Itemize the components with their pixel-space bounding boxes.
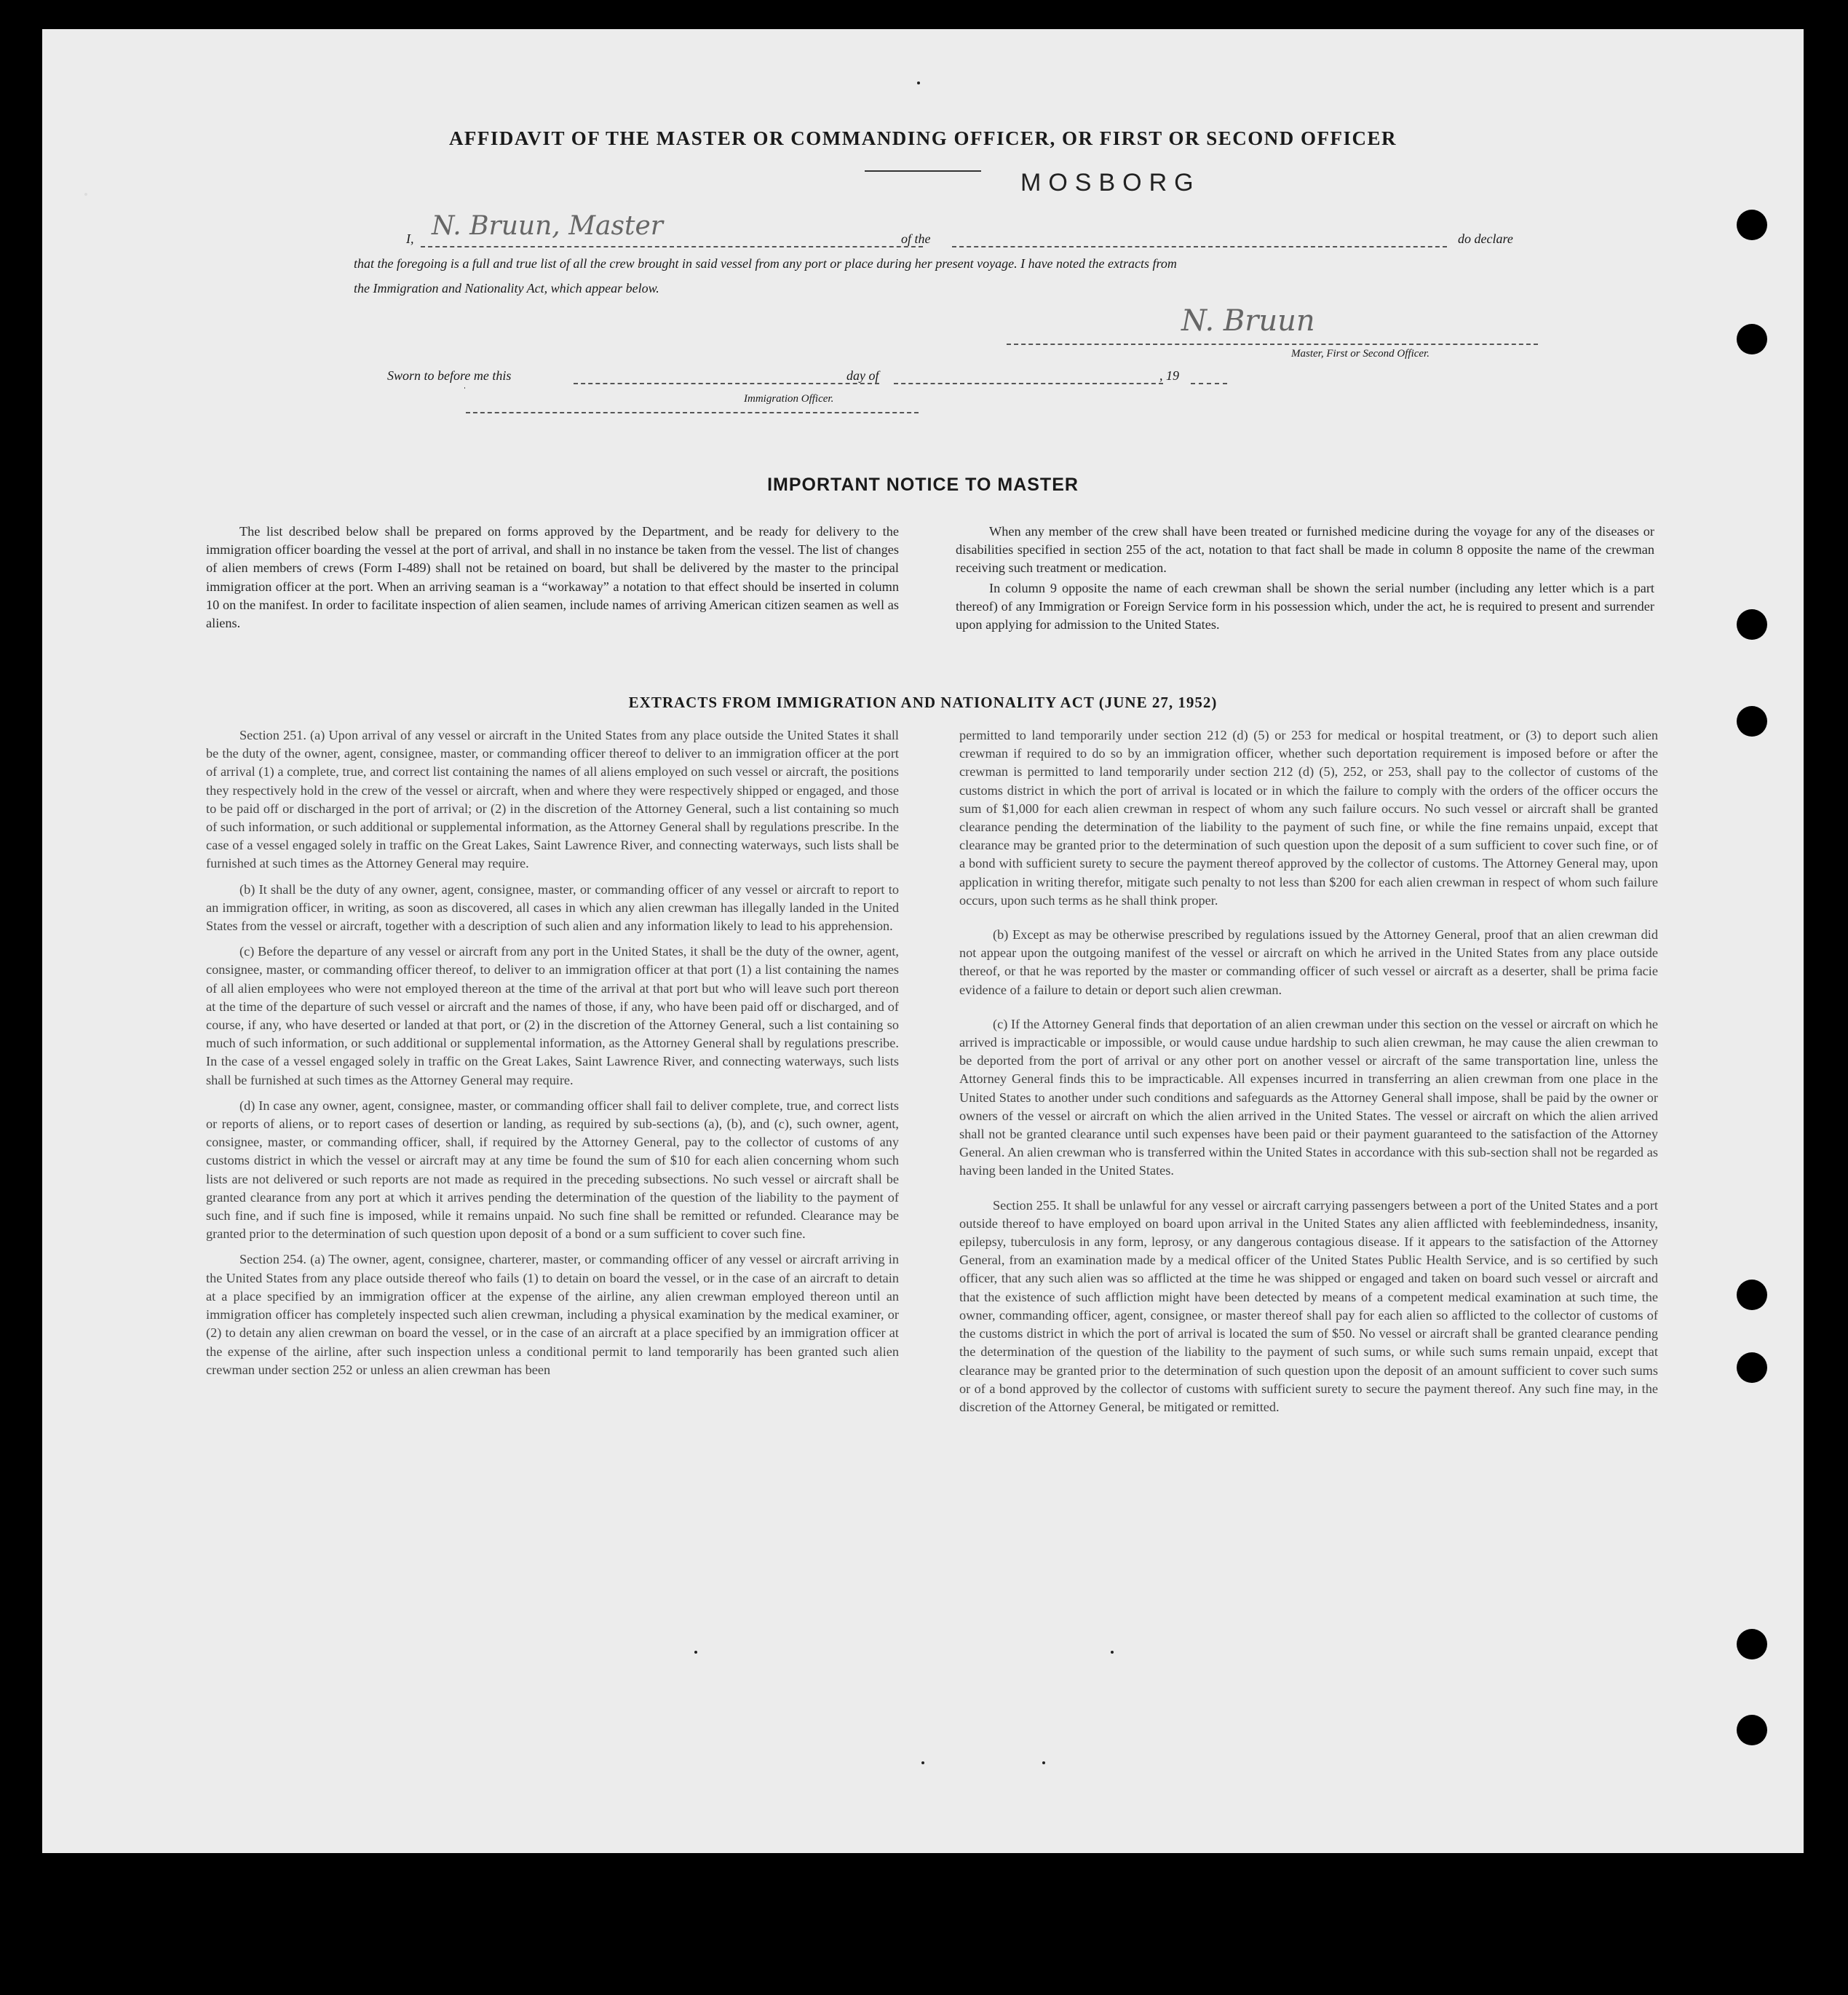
year-label: , 19 xyxy=(1159,368,1179,383)
binder-hole xyxy=(1737,1352,1767,1383)
declaration-line-2: the Immigration and Nationality Act, which appear below. xyxy=(354,281,659,296)
notice-right-paragraph-1: When any member of the crew shall have been treated or furnished medicine during the voyage for any of the diseases or disabilities specified in section 255 of the act, notation to that fact shall be made in column 8 opposite the name of the crewman receiving such treatment or medication. xyxy=(956,524,1654,576)
sworn-day-line xyxy=(574,383,879,384)
section-254-b: (b) Except as may be otherwise prescribed by regulations issued by the Attorney General, proof that an alien crewman did not appear upon the outgoing manifest of the vessel or aircraft on which he arrived in the United States from any place outside thereof, or that he was reported by the master or commanding officer of such vessel or aircraft as a deserter, shall be prima facie evidence of a failure to detain or deport such alien crewman. xyxy=(959,927,1658,997)
signer-handwritten: N. Bruun, Master xyxy=(432,211,663,241)
officer-signature-line xyxy=(466,412,919,413)
signer-line xyxy=(421,246,923,247)
binder-hole xyxy=(1737,324,1767,354)
signature-caption: Master, First or Second Officer. xyxy=(1291,348,1429,360)
binder-hole xyxy=(1737,210,1767,240)
section-251-d: (d) In case any owner, agent, consignee, master, or commanding officer shall fail to deliver complete, true, and correct lists or reports of aliens, or to report cases of desertion or landing, as required by sub-sections (a), (b), and (c), such owner, agent, consignee, master, or commanding officer, shall, if required by the Attorney General, pay to the collector of customs of any customs district in which the vessel or aircraft may at any time be found the sum of $10 for each alien concerning whom such lists are not delivered or such reports are not made as required in the preceding subsections. No such vessel or aircraft shall be granted clearance from any port at which it arrives pending the determination of the question of the liability to the payment of such fine, and if such fine is imposed, while it remains unpaid. No such fine shall be remitted or refunded. Clearance may be granted prior to the determination of such question upon deposit of a bond or a sum sufficient to cover such fine. xyxy=(206,1098,899,1242)
notice-left-paragraph: The list described below shall be prepared on forms approved by the Department, and be ready for delivery to the immigration officer boarding the vessel at the port of arrival, and shall in no instance be taken from the vessel. The list of changes of alien members of crews (Form I-489) shall not be retained on board, but shall be delivered by the master to the principal immigration officer at the port. When an arriving seaman is a “workaway” a notation to that effect should be inserted in column 10 on the manifest. In order to facilitate inspection of alien seamen, include names of arriving American citizen seamen as well as aliens. xyxy=(206,524,899,631)
i-label: I, xyxy=(406,231,414,246)
section-254-a: Section 254. (a) The owner, agent, consignee, charterer, master, or commanding officer of any vessel or aircraft arriving in the United States from any place outside thereof who fails (1) to detain on board the vessel, or in the case of an aircraft to detain at a place specified by an immigration officer at the expense of the airline, any alien crewman employed thereon until an immigration officer has completely inspected such alien crewman, including a physical examination by the medical examiner, or (2) to detain any alien crewman on board the vessel, or in the case of an aircraft at a place specified by an immigration officer at the expense of the airline, after such inspection unless a conditional permit to land temporarily has been granted such alien crewman under section 252 or unless an alien crewman has been xyxy=(206,1252,899,1377)
extracts-left-column xyxy=(206,726,899,1387)
extracts-title: EXTRACTS FROM IMMIGRATION AND NATIONALITY ACT (JUNE 27, 1952) xyxy=(628,694,1218,711)
extracts-right-column xyxy=(959,726,1658,1424)
title-rule xyxy=(865,170,981,172)
binder-hole xyxy=(1737,1629,1767,1659)
signature-line xyxy=(1007,344,1538,345)
day-of-label: day of xyxy=(846,368,879,383)
section-254-a-continued: permitted to land temporarily under section 212 (d) (5) or 253 for medical or hospital treatment, or (3) to deport such alien crewman if required to do so by an immigration officer, whether such deportation requirement is imposed before or after the crewman is permitted to land temporarily under section 212 (d) (5), 252, or 253, shall pay to the collector of customs of the customs district in which the port of arrival is located or in which the failure to comply with the orders of the officer occurs the sum of $1,000 for each alien crewman in respect of whom any such failure occurs. No such vessel or aircraft shall be granted clearance pending the determination of the liability to the payment of such fine, or while the fine remains unpaid, except that clearance may be granted prior to the determination of such question upon the deposit of a sum sufficient to cover such fine, or of a bond with sufficient surety to secure the payment thereof approved by the collector of customs. The Attorney General may, upon application in writing therefor, mitigate such penalty to not less than $200 for each alien crewman in respect of whom such failure occurs, upon such terms as he shall think proper. xyxy=(959,728,1658,908)
section-254-c: (c) If the Attorney General finds that deportation of an alien crewman under this section on the vessel or aircraft on which he arrived is impracticable or impossible, or would cause undue hardship to such alien crewman, he may cause the alien crewman to be deported from the port of arrival or any other port on another vessel or aircraft of the same transportation line, unless the Attorney General finds this to be impracticable. All expenses incurred in transferring an alien crewman from one place in the United States to another under such conditions and safeguards as the Attorney General shall impose, shall be paid by the owner or owners of the vessel or aircraft on which the alien arrived in the United States. The vessel or aircraft on which the alien arrived shall not be granted clearance until such expenses have been paid or their payment guaranteed to the satisfaction of the Attorney General. An alien crewman who is transferred within the United States in accordance with this sub-section shall not be regarded as having been landed in the United States. xyxy=(959,1016,1658,1178)
sworn-month-line xyxy=(894,383,1163,384)
notice-left-column xyxy=(206,523,899,640)
speck xyxy=(694,1651,697,1654)
binder-hole xyxy=(1737,609,1767,640)
notice-title: IMPORTANT NOTICE TO MASTER xyxy=(767,475,1079,495)
binder-hole xyxy=(1737,1715,1767,1745)
sworn-label: Sworn to before me this xyxy=(387,368,512,383)
notice-right-column xyxy=(956,523,1654,641)
speck xyxy=(917,82,920,84)
section-251-a: Section 251. (a) Upon arrival of any vessel or aircraft in the United States from any place outside the United States it shall be the duty of the owner, agent, consignee, master, or commanding officer thereof to deliver to an immigration officer at the port of arrival (1) a complete, true, and correct list containing the names of all aliens employed on such vessel or aircraft, the positions they respectively hold in the crew of the vessel or aircraft, when and where they were respectively shipped or engaged, and those to be paid off or discharged in the port of arrival; or (2) in the discretion of the Attorney General, such a list containing so much of such information, or such additional or supplemental information, as the Attorney General shall by regulations prescribe. In the case of a vessel engaged solely in traffic on the Great Lakes, Saint Lawrence River, and connecting waterways, such lists shall be furnished at such times as the Attorney General may require. xyxy=(206,728,899,871)
binder-hole xyxy=(1737,1280,1767,1310)
section-251-b: (b) It shall be the duty of any owner, agent, consignee, master, or commanding officer of any vessel or aircraft to report to an immigration officer, in writing, as soon as discovered, all cases in which any alien crewman has illegally landed in the United States from the vessel or aircraft, together with a description of such alien and any information likely to lead to his apprehension. xyxy=(206,881,899,934)
speck xyxy=(921,1761,924,1764)
of-the-label: of the xyxy=(901,231,931,246)
sworn-year-line xyxy=(1191,383,1227,384)
declaration-line-1: that the foregoing is a full and true list of all the crew brought in said vessel from any port or place during her present voyage. I have noted the extracts from xyxy=(354,256,1177,271)
speck xyxy=(1111,1651,1114,1654)
do-declare-label: do declare xyxy=(1458,231,1513,246)
notice-right-paragraph-2: In column 9 opposite the name of each crewman shall be shown the serial number (including any letter which is a part thereof) of any Immigration or Foreign Service form in his possession which, under the act, he is required to present and surrender upon applying for admission to the United States. xyxy=(956,580,1654,632)
affidavit-title: AFFIDAVIT OF THE MASTER OR COMMANDING OFFICER, OR FIRST OR SECOND OFFICER xyxy=(448,127,1397,149)
officer-caption: Immigration Officer. xyxy=(744,393,834,405)
binder-hole xyxy=(1737,706,1767,737)
master-signature: N. Bruun xyxy=(1181,304,1315,338)
speck xyxy=(84,193,87,196)
vessel-line xyxy=(952,246,1447,247)
document-page xyxy=(42,29,1804,1853)
section-255: Section 255. It shall be unlawful for any vessel or aircraft carrying passengers between a port of the United States and a port outside thereof to have employed on board upon arrival in the United States any alien afflicted with feeblemindedness, insanity, epilepsy, tuberculosis in any form, leprosy, or any dangerous contagious disease. If it appears to the satisfaction of the Attorney General, from an examination made by a medical officer of the United States Public Health Service, and is so certified by such officer, that any such alien was so afflicted at the time he was shipped or engaged and taken on board such vessel or aircraft and that the existence of such affliction might have been detected by means of a competent medical examination at such time, the owner, commanding officer, agent, consignee, or master thereof shall pay for each alien so afflicted to the collector of customs of the customs district in which the port of arrival is located the sum of $50. No vessel or aircraft shall be granted clearance pending the determination of the question of the liability to the payment of such sums, or while such sums remain unpaid, except that clearance may be granted prior to the determination of such question upon the deposit of an amount sufficient to cover such sums or of a bond approved by the collector of customs with sufficient surety to secure the payment thereof. Any such fine may, in the discretion of the Attorney General, be mitigated or remitted. xyxy=(959,1197,1658,1414)
vessel-name: MOSBORG xyxy=(1020,169,1201,197)
speck xyxy=(1042,1761,1045,1764)
section-251-c: (c) Before the departure of any vessel or aircraft from any port in the United States, it shall be the duty of the owner, agent, consignee, master, or commanding officer thereof, to deliver to an immigration officer at that port (1) a list containing the names of all alien employees who were not employed thereon at the time of the arrival at that port but who will leave such port thereon at the time of the departure of such vessel or aircraft and the names of those, if any, who have been paid off or discharged, and of course, if any, who have deserted or landed at that port, or (2) in the discretion of the Attorney General, such a list containing so much of such information, or such additional or supplemental information, as the Attorney General shall by regulations prescribe. In the case of a vessel engaged solely in traffic on the Great Lakes, Saint Lawrence River, and connecting waterways, such lists shall be furnished at such times as the Attorney General may require. xyxy=(206,944,899,1087)
